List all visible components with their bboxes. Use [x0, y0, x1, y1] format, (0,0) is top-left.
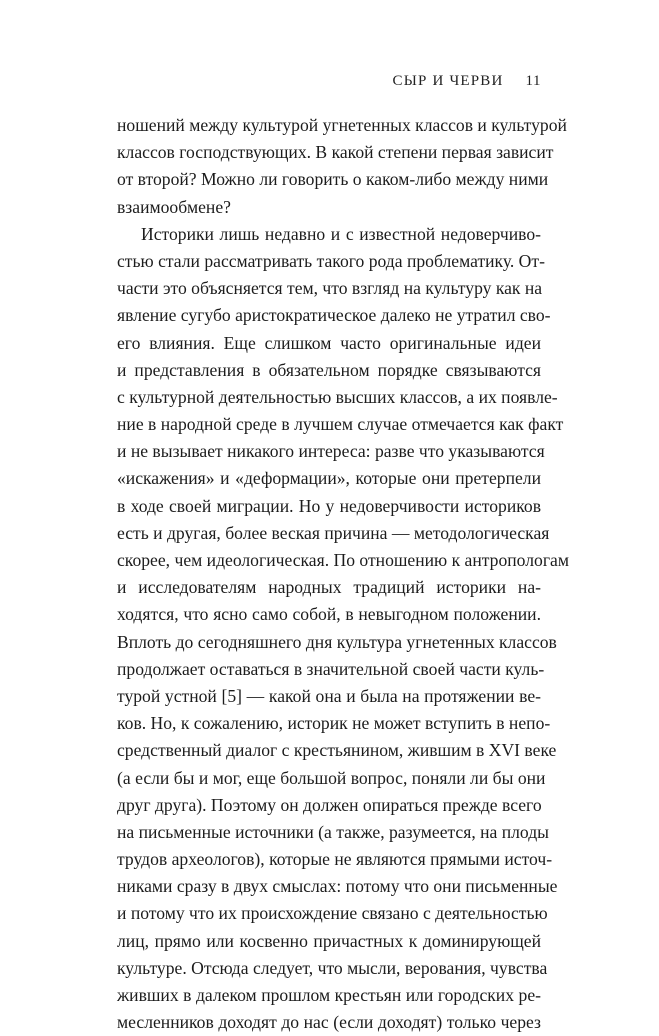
text-line: и потому что их происхождение связано с деятельностью: [117, 903, 548, 924]
text-line: никами сразу в двух смыслах: потому что они письменные: [117, 876, 558, 897]
body-text: [117, 112, 569, 1036]
text-line: друг друга). Поэтому он должен опираться прежде всего: [117, 794, 542, 815]
text-line: стью стали рассматривать такого рода проблематику. От-: [117, 250, 545, 271]
text-line: живших в далеком прошлом крестьян или городских ре-: [117, 985, 541, 1005]
text-line: ношений между культурой угнетенных классов и культурой: [117, 115, 567, 135]
text-line: лиц, прямо или косвенно причастных к доминирующей: [117, 930, 541, 951]
paragraph: [117, 221, 569, 1036]
page-number: 11: [525, 73, 541, 89]
text-line: средственный диалог с крестьянином, жившим в XVI веке: [117, 740, 557, 761]
text-line: Историки лишь недавно и с известной недоверчиво-: [141, 223, 541, 244]
running-head: [392, 73, 541, 90]
text-line: явление сугубо аристократическое далеко не утратил сво-: [117, 305, 551, 326]
text-line: классов господствующих. В какой степени первая зависит: [117, 142, 554, 163]
text-line: есть и другая, более веская причина — методологическая: [117, 522, 550, 543]
text-line: продолжает оставаться в значительной своей части куль-: [117, 658, 545, 679]
running-head-title: СЫР И ЧЕРВИ: [392, 73, 504, 89]
text-line: его влияния. Еще слишком часто оригинальные идеи: [117, 332, 541, 353]
paragraph: [117, 112, 567, 221]
text-line: Вплоть до сегодняшнего дня культура угнетенных классов: [117, 631, 557, 652]
text-line: на письменные источники (а также, разумеется, на плоды: [117, 821, 549, 842]
text-line: и не вызывает никакого интереса: разве что указываются: [117, 441, 545, 462]
text-line: ков. Но, к сожалению, историк не может вступить в непо-: [117, 713, 551, 734]
text-line: месленников доходят до нас (если доходят) только через: [117, 1012, 541, 1033]
text-line: и представления в обязательном порядке связываются: [117, 359, 541, 380]
text-line: части это объясняется тем, что взгляд на культуру как на: [117, 278, 543, 299]
text-line: в ходе своей миграции. Но у недоверчивости историков: [117, 495, 541, 516]
text-line: «искажения» и «деформации», которые они претерпели: [117, 468, 541, 489]
text-line: с культурной деятельностью высших классов, а их появле-: [117, 386, 558, 407]
text-line: и исследователям народных традиций историки на-: [117, 577, 541, 598]
text-line: турой устной [5] — какой она и была на протяжении ве-: [117, 685, 541, 706]
text-line: культуре. Отсюда следует, что мысли, верования, чувства: [117, 957, 548, 978]
text-line: трудов археологов), которые не являются прямыми источ-: [117, 849, 553, 870]
text-line: скорее, чем идеологическая. По отношению к антропологам: [117, 550, 569, 570]
text-line: взаимообмене?: [117, 196, 231, 217]
text-line: (а если бы и мог, еще большой вопрос, поняли ли бы они: [117, 767, 546, 788]
text-line: от второй? Можно ли говорить о каком-либо между ними: [117, 169, 549, 190]
text-line: ние в народной среде в лучшем случае отмечается как факт: [117, 414, 564, 435]
text-line: ходятся, что ясно само собой, в невыгодном положении.: [117, 604, 541, 625]
